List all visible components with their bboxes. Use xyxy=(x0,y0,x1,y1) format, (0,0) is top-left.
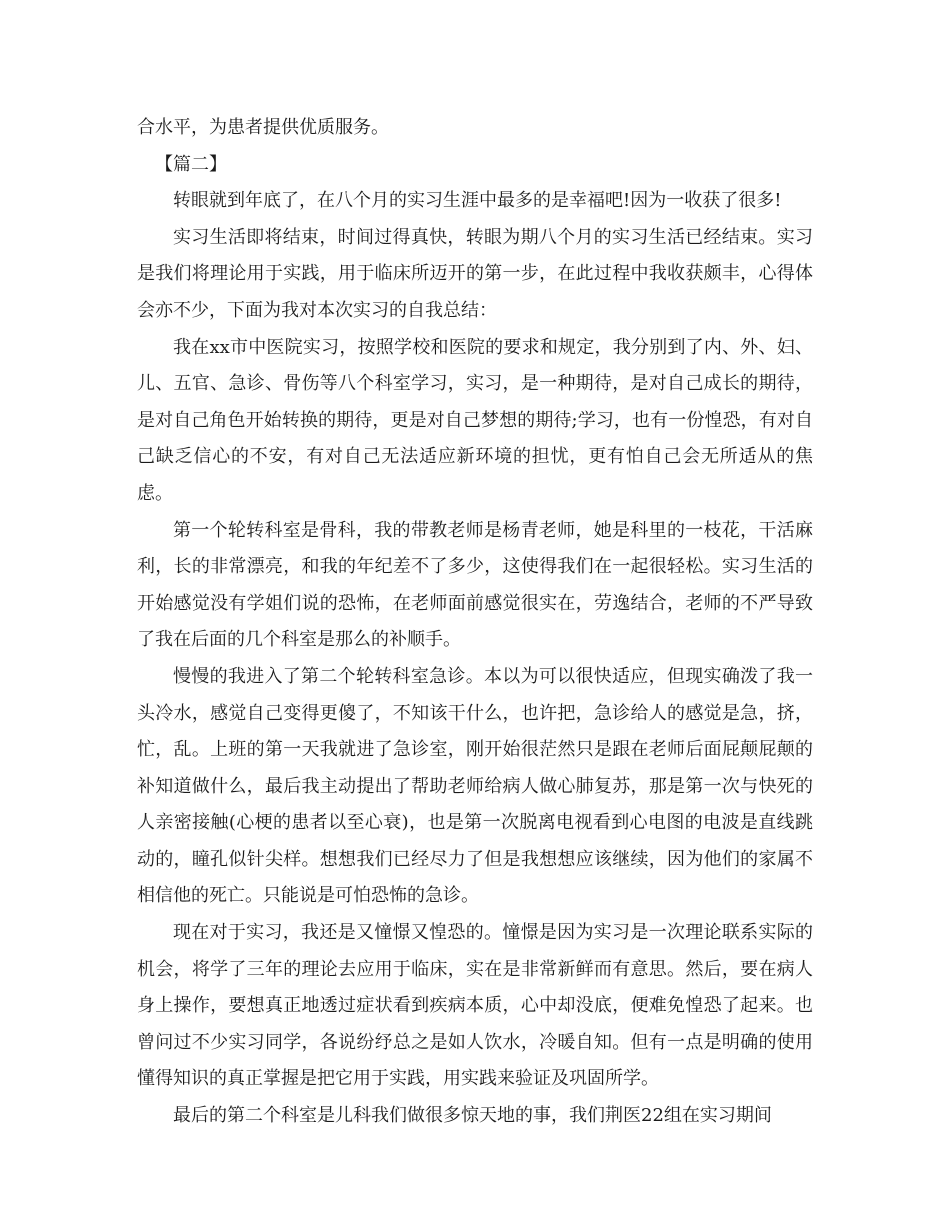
document-body xyxy=(137,110,813,1135)
paragraph-4: 第一个轮转科室是骨科，我的带教老师是杨青老师，她是科里的一枝花，干活麻利，长的非常漂亮，和我的年纪差不了多少，这使得我们在一起很轻松。实习生活的开始感觉没有学姐们说的恐怖，在老师面前感觉很实在，劳逸结合，老师的不严导致了我在后面的几个科室是那么的补顺手。 xyxy=(137,519,813,651)
paragraph-1: 转眼就到年底了，在八个月的实习生涯中最多的是幸福吧!因为一收获了很多! xyxy=(173,190,782,212)
paragraph-3: 我在xx市中医院实习，按照学校和医院的要求和规定，我分别到了内、外、妇、儿、五官、急诊、骨伤等八个科室学习，实习，是一种期待，是对自己成长的期待，是对自己角色开始转换的期待，更是对自己梦想的期待;学习，也有一份惶恐，有对自己缺乏信心的不安，有对自己无法适应新环境的担忧，更有怕自己会无所适从的焦虑。 xyxy=(137,336,813,504)
paragraph-2: 实习生活即将结束，时间过得真快，转眼为期八个月的实习生活已经结束。实习是我们将理论用于实践，用于临床所迈开的第一步，在此过程中我收获颇丰，心得体会亦不少，下面为我对本次实习的自我总结： xyxy=(137,226,813,321)
continuation-paragraph: 合水平，为患者提供优质服务。 xyxy=(137,117,389,138)
section-heading: 【篇二】 xyxy=(155,153,227,175)
paragraph-6: 现在对于实习，我还是又憧憬又惶恐的。憧憬是因为实习是一次理论联系实际的机会，将学了三年的理论去应用于临床，实在是非常新鲜而有意思。然后，要在病人身上操作，要想真正地透过症状看到疾病本质，心中却没底，便难免惶恐了起来。也曾问过不少实习同学，各说纷纾总之是如人饮水，冷暖自知。但有一点是明确的使用懂得知识的真正掌握是把它用于实践，用实践来验证及巩固所学。 xyxy=(137,922,813,1090)
paragraph-7: 最后的第二个科室是儿科我们做很多惊天地的事，我们荆医22组在实习期间 xyxy=(173,1105,772,1127)
paragraph-5: 慢慢的我进入了第二个轮转科室急诊。本以为可以很快适应，但现实确泼了我一头冷水，感觉自己变得更傻了，不知该干什么，也许把，急诊给人的感觉是急，挤，忙，乱。上班的第一天我就进了急诊室，刚开始很茫然只是跟在老师后面屁颠屁颠的补知道做什么，最后我主动提出了帮助老师给病人做心肺复苏，那是第一次与快死的人亲密接触(心梗的患者以至心衰)，也是第一次脱离电视看到心电图的电波是直线跳动的，瞳孔似针尖样。想想我们已经尽力了但是我想想应该继续，因为他们的家属不相信他的死亡。只能说是可怕恐怖的急诊。 xyxy=(137,665,813,907)
